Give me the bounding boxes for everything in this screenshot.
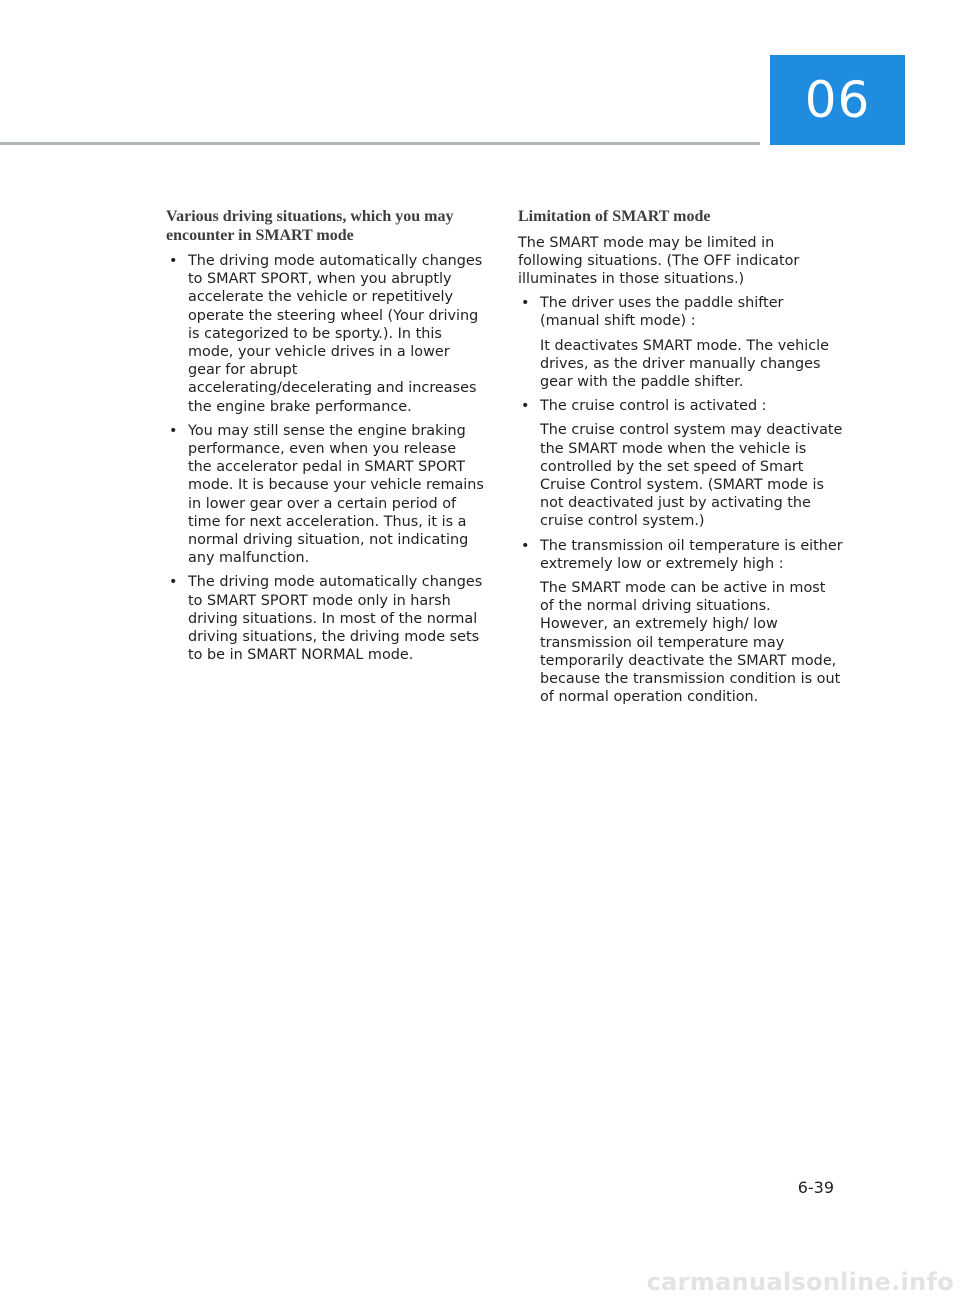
right-column: [518, 208, 843, 712]
list-item: [518, 294, 843, 391]
list-item: [518, 537, 843, 707]
section-heading-limitations: Limitation of SMART mode: [518, 208, 711, 225]
situations-list: [166, 252, 484, 664]
bullet-icon: •: [521, 295, 530, 312]
page-number: 6-39: [797, 1178, 834, 1197]
chapter-number: 06: [804, 71, 871, 129]
list-item: [166, 573, 484, 664]
list-item-text: The driver uses the paddle shifter (manual shift mode) :: [540, 295, 784, 330]
header-divider: [0, 142, 760, 145]
section-heading-smart-situations: Various driving situations, which you may encounter in SMART mode: [166, 208, 454, 244]
list-item-text: The driving mode automatically changes to SMART SPORT, when you abruptly accelerate the vehicle or repetitively operate the steering wheel (Your driving is categorized to be sporty.). In this mode, your vehicle drives in a lower gear for abrupt accelerating/decelerating and increases the engine brake performance.: [188, 253, 483, 415]
limitations-list: [518, 294, 843, 706]
bullet-icon: •: [169, 574, 178, 591]
bullet-icon: •: [521, 398, 530, 415]
bullet-icon: •: [169, 253, 178, 269]
limitations-intro: The SMART mode may be limited in following situations. (The OFF indicator illuminates in those situations.): [518, 234, 800, 287]
list-item-text: The driving mode automatically changes to SMART SPORT mode only in harsh driving situations. In most of the normal driving situations, the driving mode sets to be in SMART NORMAL mode.: [188, 574, 483, 664]
list-item-text: The transmission oil temperature is either extremely low or extremely high :: [540, 537, 843, 572]
list-item-text: The cruise control is activated :: [540, 398, 767, 415]
list-item: [166, 252, 484, 416]
list-item-text: You may still sense the engine braking performance, even when you release the accelerator pedal in SMART SPORT mode. It is because your vehicle remains in lower gear over a certain period of time for next acceleration. Thus, it is a normal driving situation, not indicating any malfunction.: [188, 422, 484, 567]
left-column: [166, 208, 484, 670]
bullet-icon: •: [521, 537, 530, 554]
list-item-detail: The SMART mode can be active in most of the normal driving situations. However, an extremely high/ low transmission oil temperature may temporarily deactivate the SMART mode, because the transmission condition is out of normal operation condition.: [540, 579, 841, 706]
watermark: carmanualsonline.info: [646, 1268, 954, 1296]
chapter-tab: [770, 55, 905, 145]
list-item-detail: It deactivates SMART mode. The vehicle drives, as the driver manually changes gear with the paddle shifter.: [540, 337, 829, 390]
list-item: [518, 397, 843, 530]
list-item: [166, 422, 484, 568]
bullet-icon: •: [169, 422, 178, 439]
list-item-detail: The cruise control system may deactivate the SMART mode when the vehicle is controlled by the set speed of Smart Cruise Control system. (SMART mode is not deactivated just by activating the cruise control system.): [540, 422, 843, 530]
